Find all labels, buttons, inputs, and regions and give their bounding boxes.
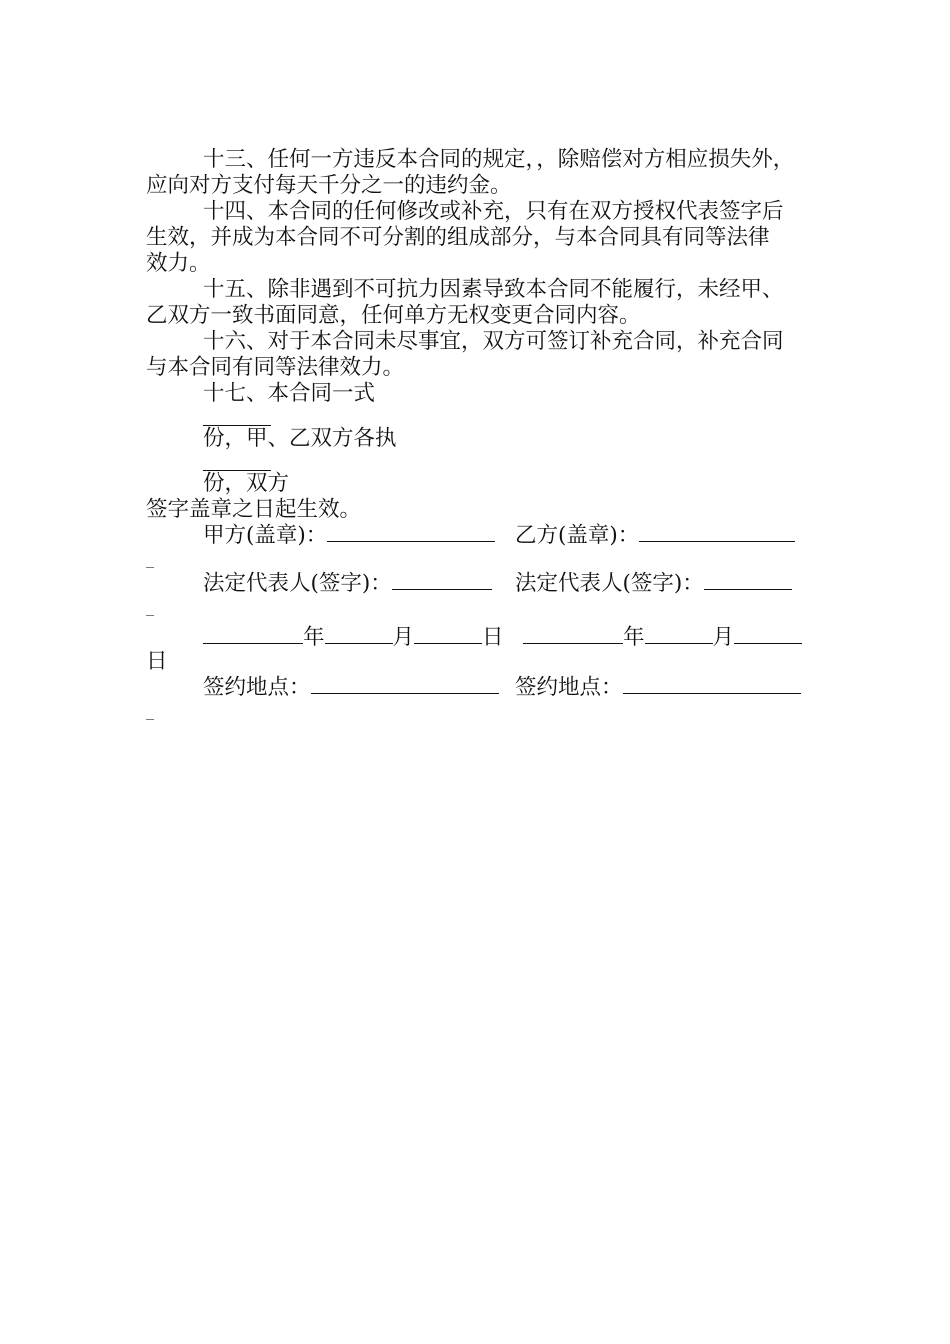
clause-line: 效力。	[146, 251, 211, 276]
place-row	[146, 675, 808, 699]
clause-line: 与本合同有同等法律效力。	[146, 355, 405, 380]
party-b-seal-blank	[639, 523, 795, 542]
party-b-place-blank	[623, 675, 801, 694]
year-label: 年	[303, 625, 325, 650]
clause-line: 乙双方一致书面同意，任何单方无权变更合同内容。	[146, 303, 641, 328]
party-b-place-label: 签约地点：	[515, 675, 623, 700]
clause-line: 应向对方支付每天千分之一的违约金。	[146, 173, 512, 198]
party-a-day-blank	[414, 625, 482, 644]
clause-line: 十四、本合同的任何修改或补充，只有在双方授权代表签字后	[203, 199, 784, 224]
party-a-month-blank	[325, 625, 393, 644]
date-row	[146, 625, 808, 649]
party-b-year-blank	[523, 625, 623, 644]
copies-each-blank	[203, 452, 271, 471]
clause-line: 十三、任何一方违反本合同的规定，，除赔偿对方相应损失外，	[203, 147, 795, 172]
clause-16	[146, 329, 808, 381]
party-a-place-blank	[311, 675, 499, 694]
clause-text: 份，双方	[203, 471, 290, 496]
clause-13	[146, 147, 808, 199]
representative-row	[146, 571, 808, 595]
clause-text: 十七、本合同一式	[203, 381, 376, 406]
contract-page	[146, 147, 808, 723]
month-label: 月	[392, 625, 415, 650]
clause-line: 签字盖章之日起生效。	[146, 497, 362, 522]
day-label: 日	[482, 625, 504, 650]
party-a-year-blank	[203, 625, 303, 644]
party-a-seal-label: 甲方(盖章)：	[203, 523, 328, 548]
year-label: 年	[623, 625, 645, 650]
wrap-underscore: _	[146, 549, 154, 568]
wrap-underscore: _	[146, 701, 154, 720]
party-b-month-blank	[645, 625, 713, 644]
wrap-day-label: 日	[146, 649, 168, 674]
party-a-place-label: 签约地点：	[203, 675, 311, 700]
party-a-rep-blank	[392, 571, 492, 590]
clause-line: 生效，并成为本合同不可分割的组成部分，与本合同具有同等法律	[146, 225, 770, 250]
clause-line: 十五、除非遇到不可抗力因素导致本合同不能履行，未经甲、	[203, 277, 784, 302]
party-a-rep-label: 法定代表人(签字)：	[203, 571, 392, 596]
party-a-seal-blank	[327, 523, 495, 542]
party-b-seal-label: 乙方(盖章)：	[515, 523, 640, 548]
clause-line	[146, 381, 808, 497]
month-label: 月	[712, 625, 735, 650]
party-b-rep-label: 法定代表人(签字)：	[515, 571, 704, 596]
clause-17	[146, 381, 808, 523]
party-b-rep-blank	[704, 571, 792, 590]
clause-line: 十六、对于本合同未尽事宜，双方可签订补充合同，补充合同	[203, 329, 784, 354]
clause-14	[146, 199, 808, 277]
party-b-day-blank	[734, 625, 802, 644]
clause-text: 份，甲、乙双方各执	[203, 426, 397, 451]
signature-block	[146, 523, 808, 723]
copies-total-blank	[203, 407, 271, 426]
seal-row	[146, 523, 808, 547]
clause-15	[146, 277, 808, 329]
wrap-underscore: _	[146, 597, 154, 616]
